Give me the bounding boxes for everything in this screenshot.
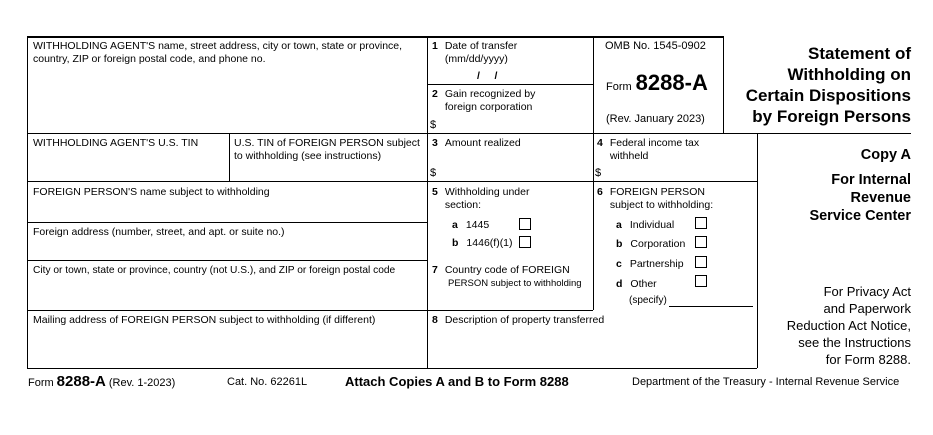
box6-label	[597, 186, 740, 212]
city-country-label: City or town, state or province, country (not U.S.), and ZIP or foreign postal code	[33, 265, 396, 276]
form-bottom-border	[27, 368, 757, 369]
footer-form-word: Form	[28, 377, 54, 389]
box6-text: FOREIGN PERSON subject to withholding:	[609, 186, 714, 211]
box5b-1446f1-checkbox[interactable]	[519, 236, 531, 248]
box2-label	[432, 88, 555, 114]
col-line-left	[27, 36, 28, 368]
col-line-middle	[427, 36, 428, 368]
box1-number: 1	[432, 40, 438, 52]
box6d-other-checkbox[interactable]	[695, 275, 707, 287]
col-line-boxes	[593, 36, 594, 310]
box6d-letter: d	[616, 278, 623, 290]
box1-text: Date of transfer (mm/dd/yyyy)	[444, 40, 518, 65]
footer-form-id	[28, 373, 175, 390]
footer-form-number: 8288-A	[56, 373, 106, 390]
box8-text: Description of property transferred	[444, 314, 605, 326]
box5b-text: 1446(f)(1)	[466, 237, 513, 249]
box4-dollar-sign: $	[595, 167, 602, 179]
box5b-label	[452, 237, 513, 250]
box4-number: 4	[597, 137, 603, 149]
box6d-specify-line[interactable]	[669, 306, 753, 307]
col-line-omb	[723, 36, 724, 133]
box7-text-line2: PERSON subject to withholding	[448, 278, 582, 289]
row-line-5	[27, 310, 593, 311]
box5a-1445-checkbox[interactable]	[519, 218, 531, 230]
omb-form-id	[606, 70, 708, 96]
box6b-letter: b	[616, 238, 623, 250]
foreign-address-label: Foreign address (number, street, and apt. or suite no.)	[33, 226, 285, 238]
col-line-tin	[229, 133, 230, 181]
box7-text-line1: Country code of FOREIGN	[444, 264, 570, 276]
copy-label: Copy A	[860, 147, 911, 163]
box5b-letter: b	[452, 237, 459, 249]
box2-text: Gain recognized by foreign corporation	[444, 88, 536, 113]
privacy-act-notice	[787, 283, 911, 368]
mailing-address-label: Mailing address of FOREIGN PERSON subject to withholding (if different)	[33, 314, 376, 326]
box6b-label	[616, 238, 685, 251]
withholding-agent-tin-label: WITHHOLDING AGENT'S U.S. TIN	[33, 137, 199, 149]
box6c-partnership-checkbox[interactable]	[695, 256, 707, 268]
col-line-right	[757, 133, 758, 368]
box3-dollar-sign: $	[430, 167, 437, 179]
foreign-person-tin-label: U.S. TIN of FOREIGN PERSON subject to withholding (see instructions)	[234, 137, 420, 162]
box3-text: Amount realized	[444, 137, 521, 149]
box2-dollar-sign: $	[430, 119, 437, 131]
footer-attach-note: Attach Copies A and B to Form 8288	[345, 374, 569, 389]
footer-cat-no: Cat. No. 62261L	[227, 376, 308, 388]
title-line-4: by Foreign Persons	[752, 107, 911, 126]
omb-form-word: Form	[606, 81, 632, 93]
box6c-text: Partnership	[629, 258, 684, 270]
box6a-label	[616, 219, 674, 232]
for-irs-label	[809, 171, 911, 225]
privacy-line-5: for Form 8288.	[825, 352, 911, 367]
row-line-4	[27, 260, 427, 261]
box1-date-slashes: / /	[477, 70, 498, 82]
form-title	[746, 43, 911, 127]
box5a-label	[452, 219, 489, 232]
footer-revision: (Rev. 1-2023)	[108, 377, 176, 389]
row-line-2	[27, 181, 757, 182]
box6-number: 6	[597, 186, 603, 198]
box1-bottom-line	[427, 84, 593, 85]
box6d-specify-label: (specify)	[629, 295, 667, 306]
box6a-letter: a	[616, 219, 622, 231]
privacy-line-2: and Paperwork	[823, 301, 911, 316]
box3-number: 3	[432, 137, 438, 149]
box5-label	[432, 186, 540, 212]
box1-label	[432, 40, 550, 66]
withholding-agent-name-label: WITHHOLDING AGENT'S name, street address, city or town, state or province, country, ZIP or foreign postal code, and phone no.	[33, 40, 403, 65]
privacy-line-4: see the Instructions	[798, 335, 911, 350]
for-line-3: Service Center	[809, 208, 911, 224]
omb-number: OMB No. 1545-0902	[605, 40, 706, 52]
omb-form-number: 8288-A	[635, 70, 708, 95]
box7-label	[432, 264, 570, 277]
box5a-letter: a	[452, 219, 458, 231]
privacy-line-3: Reduction Act Notice,	[786, 318, 911, 333]
box6d-label	[616, 278, 657, 291]
box4-label	[597, 137, 720, 163]
box6c-label	[616, 258, 684, 271]
box6b-text: Corporation	[630, 238, 686, 250]
row-line-3	[27, 222, 427, 223]
box8-number: 8	[432, 314, 438, 326]
footer-department: Department of the Treasury - Internal Revenue Service	[632, 376, 900, 388]
box3-label	[432, 137, 521, 150]
row-line-1	[27, 133, 757, 134]
box5-text: Withholding under section:	[444, 186, 530, 211]
title-line-3: Certain Dispositions	[745, 86, 911, 105]
box6a-individual-checkbox[interactable]	[695, 217, 707, 229]
box2-number: 2	[432, 88, 438, 100]
box6b-corporation-checkbox[interactable]	[695, 236, 707, 248]
for-line-1: For Internal	[831, 172, 911, 188]
box5-number: 5	[432, 186, 438, 198]
foreign-person-name-label: FOREIGN PERSON'S name subject to withholding	[33, 186, 270, 198]
box7-number: 7	[432, 264, 438, 276]
box8-label	[432, 314, 604, 327]
box5a-text: 1445	[465, 219, 490, 231]
title-line-2: Withholding on	[787, 65, 911, 84]
privacy-line-1: For Privacy Act	[823, 284, 911, 299]
for-line-2: Revenue	[850, 190, 911, 206]
box6c-letter: c	[616, 258, 622, 270]
box6d-text: Other	[630, 278, 657, 290]
box6a-text: Individual	[629, 219, 675, 231]
box4-text: Federal income tax withheld	[609, 137, 700, 162]
title-line-1: Statement of	[808, 44, 911, 63]
form-top-border	[27, 36, 723, 38]
omb-revision: (Rev. January 2023)	[606, 113, 705, 125]
right-panel-divider	[757, 133, 911, 134]
